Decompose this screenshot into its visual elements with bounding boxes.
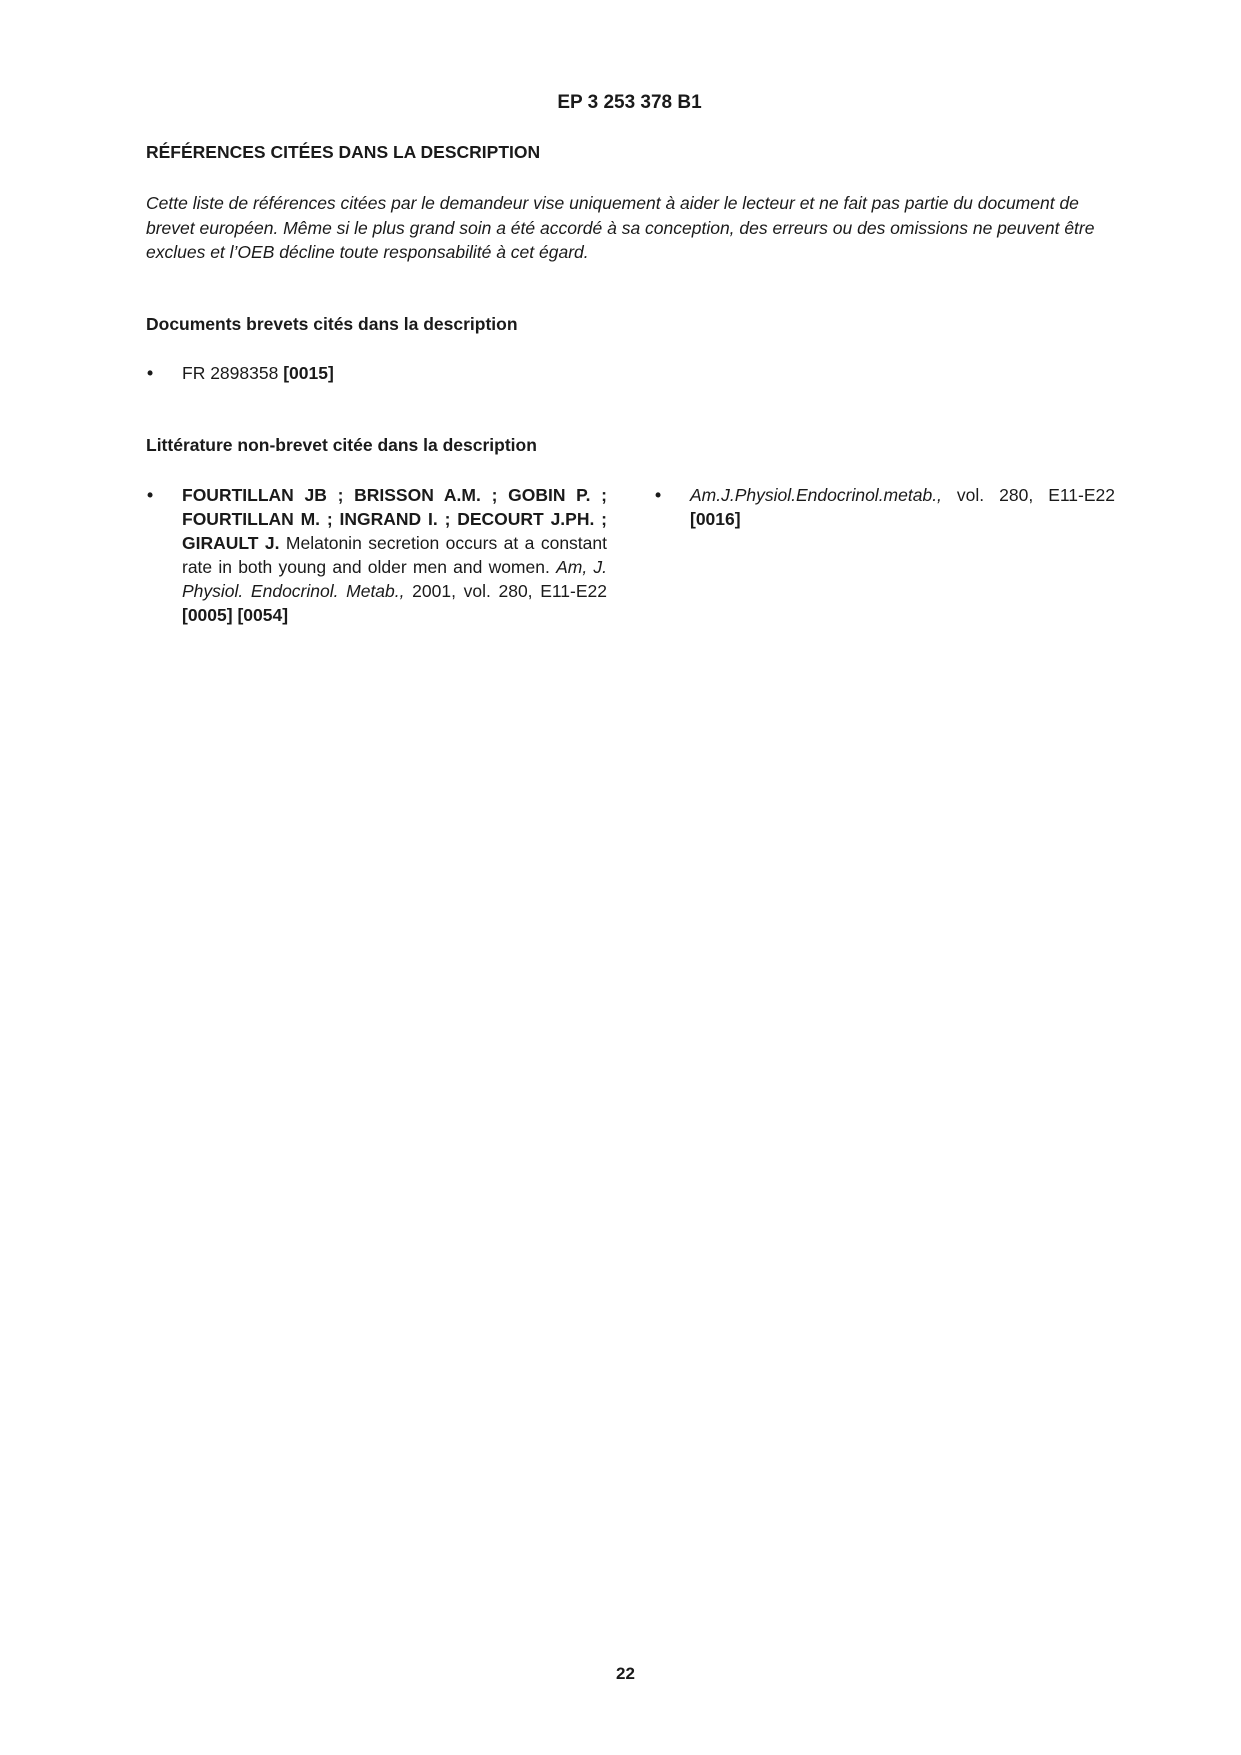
references-section-title: RÉFÉRENCES CITÉES DANS LA DESCRIPTION [146,142,541,162]
patent-paragraph-refs: [0015] [283,363,334,383]
patent-documents-title: Documents brevets cités dans la description [146,314,518,334]
patent-number-header: EP 3 253 378 B1 [557,92,702,113]
patent-reference-item [147,361,602,385]
bullet-marker: • [147,485,154,505]
reference-journal: Am, J. Physiol. Endocrinol. Metab., [182,557,607,601]
reference-paragraph-refs: [0016] [690,509,741,529]
references-disclaimer: Cette liste de références citées par le demandeur vise uniquement à aider le lecteur et ne fait pas partie du document de brevet européen. Même si le plus grand soin a été accordé à sa conception, des erreurs ou des omissions ne peuvent être exclues et l’OEB décline toute responsabilité à cet égard. [146,193,1095,262]
bullet-marker: • [655,485,662,505]
bullet-marker: • [147,363,154,383]
reference-details: vol. 280, E11-E22 [941,485,1115,505]
literature-reference-item [655,483,1115,531]
patent-number: FR 2898358 [182,363,279,383]
non-patent-literature-title: Littérature non-brevet citée dans la description [146,435,537,455]
page-number: 22 [616,1664,635,1683]
reference-journal: Am.J.Physiol.Endocrinol.metab., [690,485,942,505]
reference-authors: FOURTILLAN JB ; BRISSON A.M. ; GOBIN P. ; FOURTILLAN M. ; INGRAND I. ; DECOURT J.PH. ; GIRAULT J. [182,485,607,553]
literature-reference-item [147,483,607,627]
reference-details: 2001, vol. 280, E11-E22 [404,581,607,601]
reference-paragraph-refs: [0005] [0054] [182,605,289,625]
reference-title: Melatonin secretion occurs at a constant rate in both young and older men and women. [182,533,607,577]
